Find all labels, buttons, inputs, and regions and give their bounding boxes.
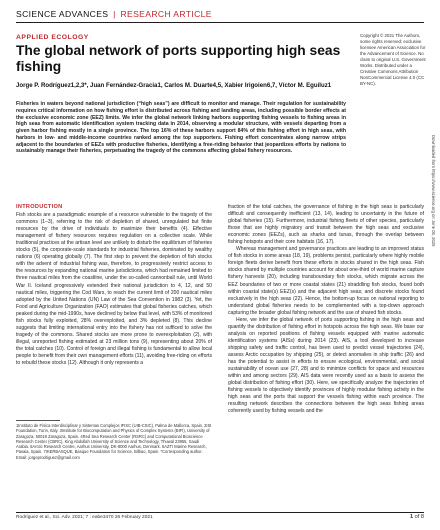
article-title: The global network of ports supporting high seas fishing [16,43,341,74]
copyright-notice: Copyright © 2021 The Authors, some rights reserved; exclusive licensee American Association for the Advancement of Science. No claim to original U.S. Government Works. Distributed under a Creative Commons Attribution NonCommercial License 4.0 (CC BY-NC). [360,33,426,86]
body-paragraph: fraction of the total catches, the governance of fishing in the high seas is particularly difficult and consequently inefficient (13, 14), leading to uncertainty in the future of global fisheries (15). Furthermore, industrial fishing fleets of other species, particularly those that are highly migratory and transit between the high seas and exclusive economic zones (EEZs), such as sharks and tunas, through the overlap between fishing hotspots and their core habitats (16, 17). [228,204,424,246]
header-rule [16,22,424,23]
intro-paragraph: Fish stocks are a paradigmatic example of a resource vulnerable to the tragedy of the commons (1–3), referring to the risk of depletion of shared, unregulated but finite resources by the drive of individuals to maximize their benefits (4). Effective management of fishery resources requires regulation on a collective scale. While traditional practices at the artisan level are unlikely to disturb the equilibrium of fisheries stocks (5), the corporate-scale standards for industrial fisheries, dominated by wealthy nations (6) operating globally (7). The first step to prevent the depletion of fish stocks with the advent of industrial fishing was, therefore, to progressively restrict access to the resources by expanding national marine jurisdictions, which had remained limited to three nautical miles from the coastline, under the so-called cannonball rule, until World War II. Iceland progressively extended their national jurisdiction to 4, 12, and 50 nautical miles, triggering the Cod Wars, to reach the current limit of 200 nautical miles adopted by the United Nations (UN) Law of the Sea Convention in 1982 (3). Yet, the Food and Agriculture Organization (FAO) estimates that global fisheries catches, which peaked during the mid-1990s, have declined by below that level, with 53% of monitored fish stocks fully exploited, 28% overexploited, and 3% depleted (8). This decline suggests that limiting international entry into the fishery has not sufficed to solve the tragedy of the commons. Shared stocks are more prone to overexploitation (2), with illegal, unreported fishing estimated at 23 million tons (9), representing about 20% of the total catches (10). Control of foreign and illegal fishing is fundamental to allow local people to benefit from their own management efforts (11), avoiding free-riding on efforts to rebuild these stocks (12). Although it only represents a [16,212,212,367]
header-separator: | [113,9,116,19]
page-number: 1 [409,514,414,520]
footer-citation: Rodríguez et al., Sci. Adv. 2021; 7 : eabe3470 26 February 2021 [16,515,153,520]
right-column [228,204,424,415]
section-heading-introduction: INTRODUCTION [16,204,63,210]
author-list: Jorge P. Rodríguez1,2,3*, Juan Fernández-Gracia1, Carlos M. Duarte4,5, Xabier Irigoien6,7, Víctor M. Eguíluz1 [16,82,332,89]
subject-category: APPLIED ECOLOGY [16,34,89,41]
journal-header [16,9,212,19]
affiliations-divider [16,420,60,421]
abstract: Fisheries in waters beyond national jurisdiction (“high seas”) are difficult to monitor and manage. Their regulation for sustainability requires critical information on how fishing effort is distributed across fishing and landing areas, including possible border effects at the exclusive economic zone (EEZ) limits. We infer the global network linking harbors supporting fishing vessels to fishing areas in high seas from automatic identification system tracking data in 2014, observing a modular structure, with vessels departing from a given harbor fishing mostly in a single province. The top 16% of these harbors support 84% of this fishing effort in high seas, with harbors in low- and middle-income countries ranked among the top supporters. Fishing effort concentrates along narrow strips adjacent to the boundaries of EEZs with productive fisheries, identifying a free-riding behavior that jeopardizes efforts by nations to sustainably manage their fisheries, perpetuating the tragedy of the commons affecting global fishery resources. [16,101,346,155]
download-note [429,135,437,395]
journal-name: SCIENCE ADVANCES [16,9,109,19]
page-indicator [410,514,424,520]
footer-rule [16,512,424,513]
left-column [16,204,212,367]
page-total: of 8 [414,514,424,520]
download-note-text: Downloaded from https://www.science.org on June 05, 2025 [431,135,436,247]
body-paragraph: Whereas management and governance practices are leading to an improved status of fish stocks in some areas (18, 19), problems persist, particularly where highly mobile foreign fleets derive benefit from these efforts in stocks shared in the high seas. Fish stocks shared by multiple countries account for about one-third of world marine capture fishery harvests (20), including transboundary fish stocks, which migrate across the EEZ boundaries of two or more coastal states (21) straddling fish stocks, found both within coastal state(s) EEZ(s) and the adjacent high seas; and discrete stocks found exclusively in the high seas (22). Hence, the bottom-up focus on national reporting to understand global fisheries needs to be complemented with a top-down approach capturing the broader global fishing network and the use of shared fish stocks. [228,246,424,316]
body-paragraph: Here, we infer the global network of ports supporting fishing in the high seas and quantify the distribution of fishing effort in hotspots across the high seas. We base our analysis on reported positions of fishing vessels equipped with marine automatic identification systems (AISs) during 2014 (23). AIS, a tool developed to increase shipping safety and traffic control, has been used to predict vessel trajectories (24), assess Arctic occupation by shipping (25), or detect anomalies in ship traffic (26) and has the potential to assist in efforts to ensure ecological, environmental, and social sustainability of ocean use (27, 28) and to minimize conflicts for space and resources within and among sectors (29). AIS data were recently used as a basis to assess the global distribution of fishing effort (30). Here, we specifically analyze the trajectories of fishing vessels to objectively identify provinces of highly modular fishing activity in the high seas and the ports that support the vessels fishing within each province. The resulting network describes the connections between the high seas fishing areas coherently used by fishing vessels and the [228,316,424,415]
article-type: RESEARCH ARTICLE [120,9,212,19]
affiliations: 1Instituto de Física Interdisciplinar y Sistemas Complejos IFISC (UIB-CSIC), Palma de Mallorca, Spain. 2ISI Foundation, Turin, Italy. 3Institute for Biocomputation and Physics of Complex Systems (BIFI), University of Zaragoza, 50018 Zaragoza, Spain. 4Red Sea Research Center (RSRC) and Computational Bioscience Research Center (CBRC), King Abdullah University of Science and Technology, Thuwal 23955, Saudi Arabia. 5Arctic Research Centre, Aarhus University, DK-8000 Aarhus, Denmark. 6AZTI Marine Research, Pasaia, Spain. 7IKERBASQUE, Basque Foundation for Science, Bilbao, Spain. *Corresponding author. Email: jorgeprodriguez@gmail.com [16,423,212,460]
